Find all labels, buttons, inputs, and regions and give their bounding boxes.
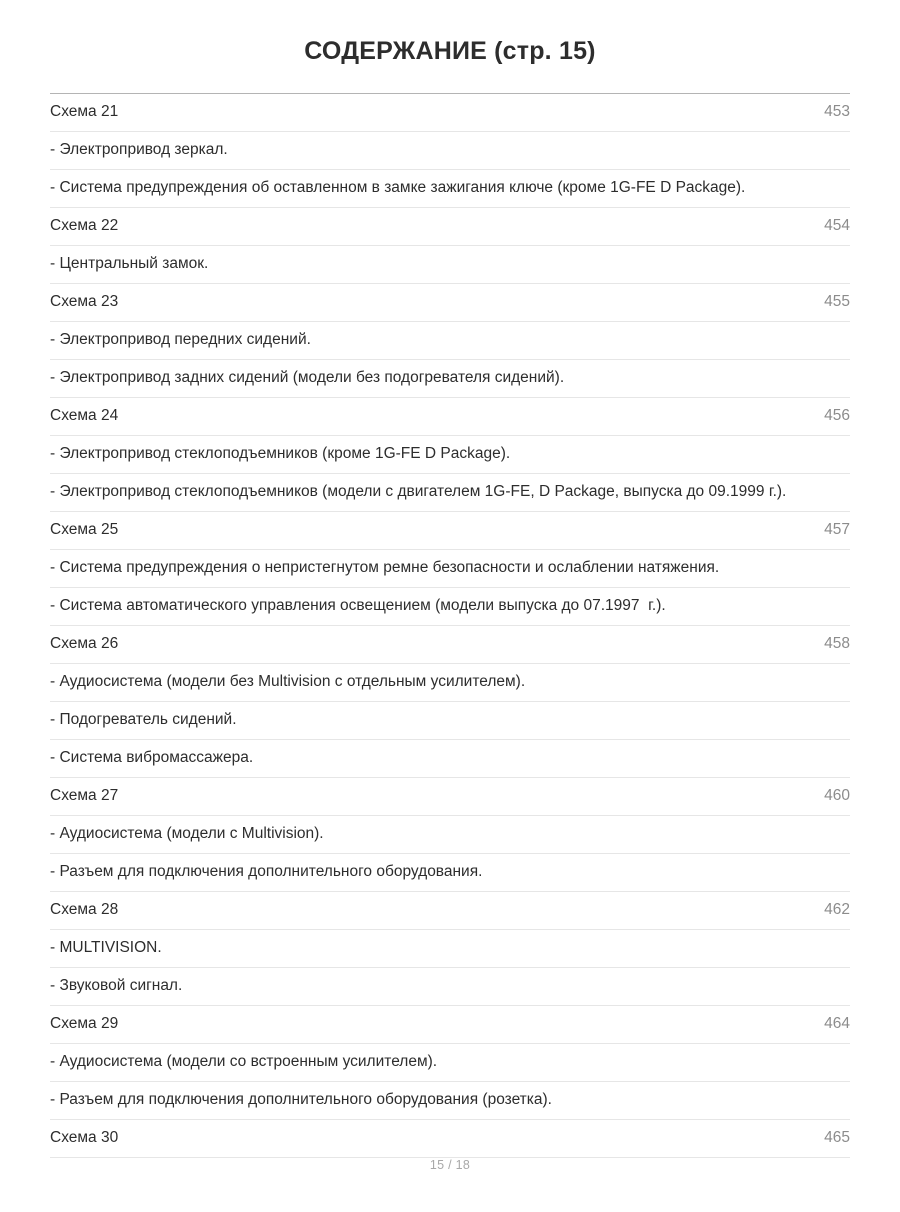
toc-section-label: Схема 27 [50, 787, 119, 804]
toc-section-label: Схема 23 [50, 293, 119, 310]
toc-section-label: Схема 21 [50, 103, 119, 120]
toc-page-number: 464 [824, 1015, 850, 1032]
toc-section-label: Схема 25 [50, 521, 119, 538]
toc-page-number: 456 [824, 407, 850, 424]
toc-section-row[interactable] [50, 94, 850, 132]
toc-entry-row[interactable] [50, 170, 850, 208]
toc-entry-label: - Разъем для подключения дополнительного оборудования. [50, 863, 483, 880]
toc-entry-label: - Аудиосистема (модели без Multivision с отдельным усилителем). [50, 673, 526, 690]
toc-entry-label: - Электропривод задних сидений (модели без подогревателя сидений). [50, 369, 565, 386]
toc-page-number: 462 [824, 901, 850, 918]
toc-entry-label: - Система предупреждения о непристегнутом ремне безопасности и ослаблении натяжения. [50, 559, 720, 576]
toc-page-number: 454 [824, 217, 850, 234]
toc-entry-label: - MULTIVISION. [50, 939, 162, 956]
table-of-contents [50, 66, 850, 1158]
toc-entry-row[interactable] [50, 436, 850, 474]
toc-section-row[interactable] [50, 1006, 850, 1044]
toc-entry-row[interactable] [50, 1044, 850, 1082]
toc-section-label: Схема 28 [50, 901, 119, 918]
toc-entry-row[interactable] [50, 664, 850, 702]
toc-entry-label: - Разъем для подключения дополнительного оборудования (розетка). [50, 1091, 552, 1108]
toc-section-row[interactable] [50, 512, 850, 550]
toc-section-row[interactable] [50, 778, 850, 816]
toc-entry-row[interactable] [50, 322, 850, 360]
toc-entry-label: - Система вибромассажера. [50, 749, 254, 766]
toc-entry-row[interactable] [50, 360, 850, 398]
toc-entry-row[interactable] [50, 854, 850, 892]
toc-section-label: Схема 30 [50, 1129, 119, 1146]
toc-section-row[interactable] [50, 208, 850, 246]
toc-entry-row[interactable] [50, 968, 850, 1006]
toc-section-label: Схема 24 [50, 407, 119, 424]
toc-page-number: 458 [824, 635, 850, 652]
toc-entry-row[interactable] [50, 702, 850, 740]
toc-entry-row[interactable] [50, 132, 850, 170]
toc-entry-label: - Подогреватель сидений. [50, 711, 237, 728]
toc-entry-label: - Электропривод зеркал. [50, 141, 228, 158]
toc-page-number: 453 [824, 103, 850, 120]
toc-section-label: Схема 26 [50, 635, 119, 652]
toc-entry-label: - Электропривод стеклоподъемников (модели с двигателем 1G-FE, D Package, выпуска до 09.1999 г.). [50, 483, 787, 500]
toc-page-number: 465 [824, 1129, 850, 1146]
toc-entry-row[interactable] [50, 930, 850, 968]
toc-entry-label: - Система автоматического управления освещением (модели выпуска до 07.1997 г.). [50, 597, 666, 614]
toc-entry-row[interactable] [50, 550, 850, 588]
toc-section-row[interactable] [50, 398, 850, 436]
toc-section-row[interactable] [50, 1120, 850, 1158]
page-title: СОДЕРЖАНИЕ (стр. 15) [304, 37, 596, 65]
toc-entry-row[interactable] [50, 246, 850, 284]
toc-section-row[interactable] [50, 284, 850, 322]
toc-entry-label: - Система предупреждения об оставленном в замке зажигания ключе (кроме 1G-FE D Package). [50, 179, 746, 196]
toc-entry-row[interactable] [50, 1082, 850, 1120]
toc-section-label: Схема 22 [50, 217, 119, 234]
toc-section-label: Схема 29 [50, 1015, 119, 1032]
toc-entry-row[interactable] [50, 740, 850, 778]
toc-section-row[interactable] [50, 626, 850, 664]
toc-entry-label: - Аудиосистема (модели со встроенным усилителем). [50, 1053, 438, 1070]
toc-entry-label: - Звуковой сигнал. [50, 977, 183, 994]
toc-entry-label: - Центральный замок. [50, 255, 209, 272]
toc-row-list [50, 94, 850, 1158]
page-footer: 15 / 18 [429, 1158, 471, 1172]
toc-entry-row[interactable] [50, 588, 850, 626]
toc-entry-label: - Аудиосистема (модели с Multivision). [50, 825, 324, 842]
toc-page-number: 455 [824, 293, 850, 310]
toc-entry-label: - Электропривод передних сидений. [50, 331, 311, 348]
toc-section-row[interactable] [50, 892, 850, 930]
toc-page-number: 460 [824, 787, 850, 804]
toc-entry-row[interactable] [50, 474, 850, 512]
toc-page-number: 457 [824, 521, 850, 538]
toc-entry-row[interactable] [50, 816, 850, 854]
toc-entry-label: - Электропривод стеклоподъемников (кроме 1G-FE D Package). [50, 445, 511, 462]
